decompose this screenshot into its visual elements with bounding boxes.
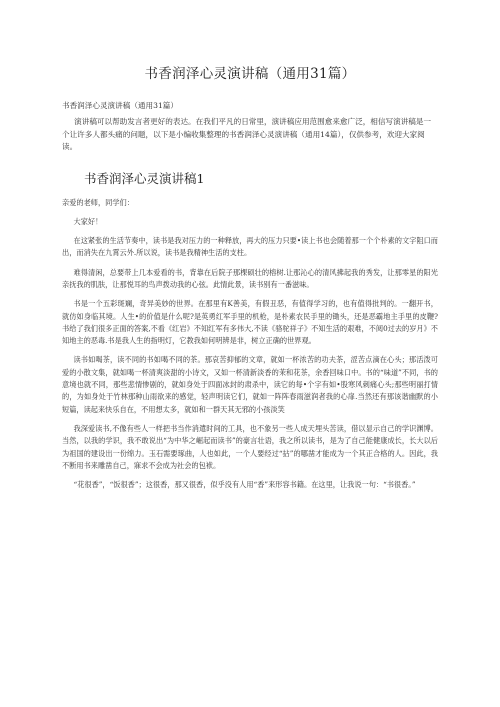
body-paragraph: 在这紧张的生活节奏中，读书是我对压力的一种释放，再大的压力只要•读上书也会随着那一个个朴素的文字阻口而出，而消失在九霄云外.所以说，读书是我精神生活的支柱。 bbox=[62, 236, 438, 258]
body-paragraph: 我深爱读书,不像有些人一样把书当作消遣时间的工具，也不象另一些人成天埋头苦读，借以显示自己的学识渊博。当然，以我的学识，我不敢说出“为中华之崛起而读书”的豪言壮语，我之所以读书，是为了自己能健康成长，长大以后为祖国的建设出一份绵力。玉石需要琢曲，人也如此，一个人要经过“拈”的哪凿才能成为一个其正合格的人。因此，我不断用书来雕凿自己，寐求不会成为社会的包袱。 bbox=[62, 423, 438, 470]
document-subtitle: 书香润泽心灵演讲稿（通用31篇） bbox=[62, 101, 178, 110]
section-title: 书香润泽心灵演讲稿1 bbox=[84, 170, 205, 186]
body-paragraph: 读书如喝茶，读不同的书如喝不同的茶。那哀苦抑郁的文章，就如一杯浓苦的功夫茶，涩苦点滴在心头；那活泼可爱的小散文集，就如喝一杯清爽淡甜的小诗文，又如一杯清新淡香的茉和花茶，余香回味口中。书的“味道”不同，书的意境也就不同，那些悲情惨剧的，就如身处于四面冰封的肃杀中，读它的每•个字有如•股寒风刺痛心头;那些明丽打情的，为如身处于竹林那种山雨欲来的感觉，轻声明读它们，就如一阵阵春雨滋润者我的心扉.当然还有那该谐幽默的小短篇，读起来快乐自在，不用想太多，就如和一群天其无邪的小孩淡笑 bbox=[62, 355, 438, 414]
intro-paragraph: 演讲稿可以帮助发言者更好的表达。在我们平凡的日常里，演讲稿应用范围愈来愈广泛，相信写演讲稿是一个让许多人都头痛的问题，以下是小编收集整理的书香润泽心灵演讲稿（通用14篇），仅供参考，欢迎大家阅读。 bbox=[62, 117, 432, 151]
document-title: 书香润泽心灵演讲稿（通用31篇） bbox=[144, 66, 356, 82]
body-paragraph: “花很香”，“饭很香”；这很香，那又很香，似乎没有人用“香”来形容书籍。在这里，让我说一句：“书很香。” bbox=[73, 480, 416, 490]
body-paragraph: 难得清闲，总要带上几本爱看的书，背靠在后院子那棵硕壮的榕树.让那沁心的清风拂起我的秀发，让那零星的阳光亲抚我的肌肤，让那悦耳的鸟声拨动我的心弦。此情此景，读书别有一番滋味。 bbox=[62, 267, 438, 289]
greeting: 大家好！ bbox=[73, 216, 103, 226]
body-paragraph: 书是一个五彩斑斓，奇异美妙的世界。在那里有K善美，有假丑恶，有值得学习的，也有值得批判的。一翻开书，就仿如身临其境。人生•的价值是什么呢?是英勇红军手里的机枪，是朴素农民手里的锄头，还是恶霸地主手里的皮鞭?书给了我们很多正面的答案,不看《红岩》不知红军有多伟大,不读《骆驼祥子》不知生活的艰难，不阅0过去的岁月》不知地主的恶毒.书是我人生的指明灯，它教我如何明辨是非，树立正确的世界观。 bbox=[62, 299, 438, 346]
salutation: 亲爱的老师，同学们： bbox=[62, 197, 134, 207]
